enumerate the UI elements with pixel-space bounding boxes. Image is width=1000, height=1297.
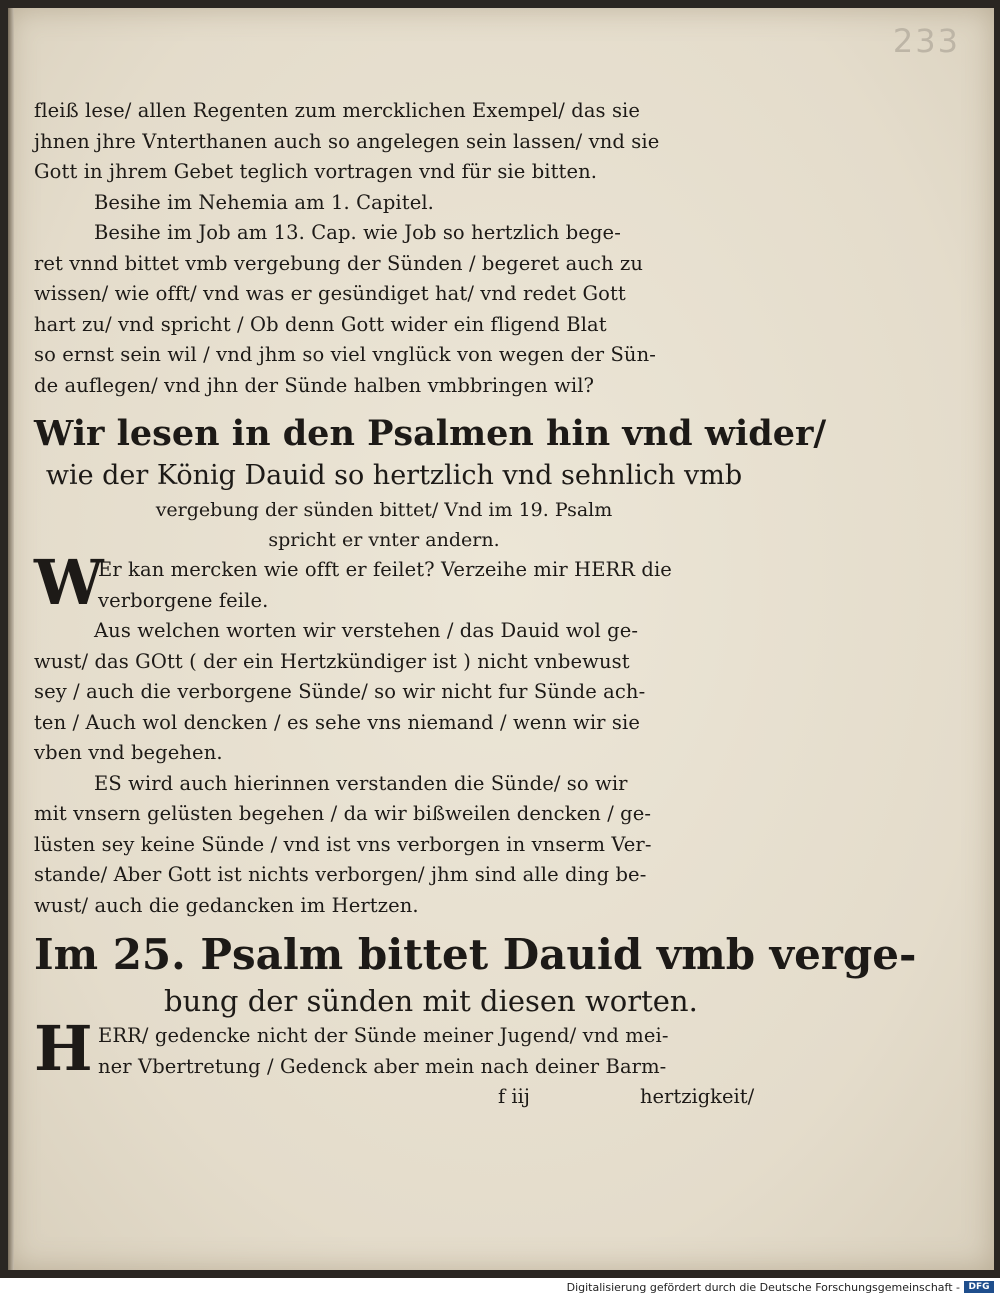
dfg-logo[interactable]: DFG: [964, 1281, 994, 1293]
page-gutter-edge: [8, 8, 14, 1270]
heading2-line2: bung der sünden mit diesen worten.: [164, 984, 698, 1018]
quote1-line1: Er kan mercken wie offt er feilet? Verzeihe mir HERR die: [98, 558, 672, 581]
footer-credit: Digitalisierung gefördert durch die Deutsche Forschungsgemeinschaft -: [566, 1281, 960, 1294]
top-line: Besihe im Nehemia am 1. Capitel.: [94, 190, 434, 214]
footer-bar: [0, 1278, 1000, 1297]
middle-line: wust/ auch die gedancken im Hertzen.: [34, 893, 419, 917]
top-line: fleiß lese/ allen Regenten zum mercklichen Exempel/ das sie: [34, 99, 641, 122]
middle-line: ten / Auch wol dencken / es sehe vns niemand / wenn wir sie: [34, 710, 640, 734]
dropcap-w: W: [34, 546, 104, 619]
quote2-block: [34, 1012, 774, 1112]
middle-line: ES wird auch hierinnen verstanden die Sünde/ so wir: [94, 771, 628, 795]
paragraph-middle: [34, 616, 774, 921]
middle-line: stande/ Aber Gott ist nichts verborgen/ jhm sind alle ding be-: [34, 863, 647, 886]
quote1-line2: verborgene feile.: [98, 588, 269, 612]
top-line: ret vnnd bittet vmb vergebung der Sünden / begeret auch zu: [34, 251, 644, 275]
quote2-line1: ERR/ gedencke nicht der Sünde meiner Jugend/ vnd mei-: [98, 1024, 669, 1047]
folio-number: 233: [892, 22, 960, 60]
middle-line: sey / auch die verborgene Sünde/ so wir nicht fur Sünde ach-: [34, 680, 646, 703]
top-line: so ernst sein wil / vnd jhm so viel vnglück von wegen der Sün-: [34, 343, 656, 366]
middle-line: mit vnsern gelüsten begehen / da wir bißweilen dencken / ge-: [34, 802, 652, 825]
heading1-line3: vergebung der sünden bittet/ Vnd im 19. Psalm: [155, 499, 613, 521]
heading2-line1: Im 25. Psalm bittet Dauid vmb verge-: [34, 930, 917, 979]
page-text: [34, 96, 917, 1112]
top-line: Gott in jhrem Gebet teglich vortragen vnd für sie bitten.: [34, 160, 598, 183]
middle-line: Aus welchen worten wir verstehen / das Dauid wol ge-: [94, 619, 639, 642]
paragraph-top: [34, 96, 774, 401]
middle-line: vben vnd begehen.: [34, 741, 223, 764]
top-line: Besihe im Job am 13. Cap. wie Job so hertzlich bege-: [94, 221, 621, 244]
middle-line: wust/ das GOtt ( der ein Hertzkündiger ist ) nicht vnbewust: [34, 649, 630, 673]
heading1-line1: Wir lesen in den Psalmen hin vnd wider/: [34, 413, 827, 454]
dropcap-h: H: [34, 1012, 93, 1085]
heading1-line4: spricht er vnter andern.: [268, 529, 500, 551]
top-line: jhnen jhre Vnterthanen auch so angelegen sein lassen/ vnd sie: [34, 129, 660, 153]
top-line: de auflegen/ vnd jhn der Sünde halben vmbbringen wil?: [34, 373, 595, 397]
signature-mark: f iij: [498, 1085, 530, 1108]
top-line: wissen/ wie offt/ vnd was er gesündiget hat/ vnd redet Gott: [34, 282, 626, 305]
page-foot: [98, 1082, 754, 1112]
quote1-block: [34, 546, 774, 619]
catchword: hertzigkeit/: [639, 1085, 755, 1108]
top-line: hart zu/ vnd spricht / Ob denn Gott wider ein fligend Blat: [34, 312, 607, 336]
heading1-line2: wie der König Dauid so hertzlich vnd sehnlich vmb: [45, 460, 743, 491]
quote2-line2: ner Vbertretung / Gedenck aber mein nach deiner Barm-: [98, 1054, 667, 1078]
middle-line: lüsten sey keine Sünde / vnd ist vns verborgen in vnserm Ver-: [34, 832, 652, 856]
